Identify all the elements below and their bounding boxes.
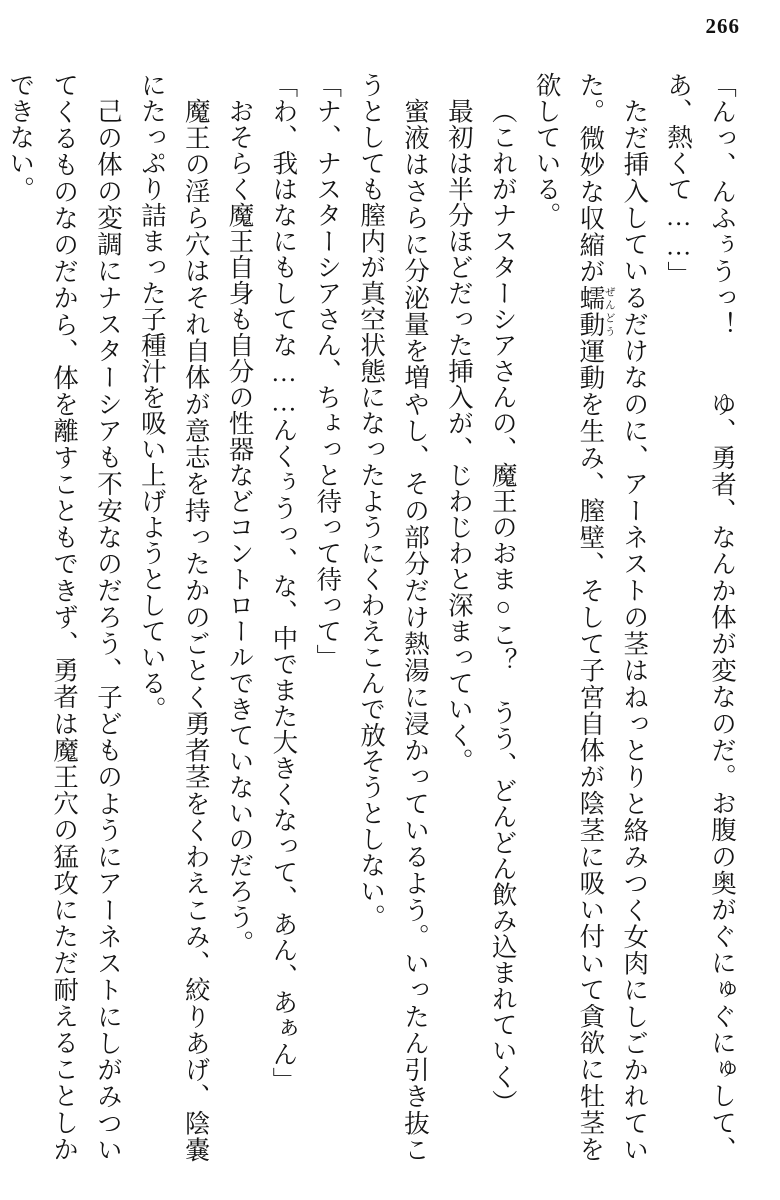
paragraph-9: 魔王の淫ら穴はそれ自体が意志を持ったかのごとく勇者茎をくわえこみ、絞りあげ、陰嚢にたっぷり詰まった子種汁を吸い上げようとしている。 xyxy=(137,72,211,1162)
ruby-zendou: 蠕動ぜんどう xyxy=(576,284,615,339)
paragraph-10: 己の体の変調にナスターシアも不安なのだろう、子どものようにアーネストにしがみついてくるものなのだから、体を離すこともできず、勇者は魔王穴の猛攻にただ耐えることしかできない。 xyxy=(6,72,123,1162)
paragraph-8: おそらく魔王自身も自分の性器などコントロールできていないのだろう。 xyxy=(225,97,255,956)
page-number: 266 xyxy=(705,14,740,38)
paragraph-4: 最初は半分ほどだった挿入が、じわじわと深まっていく。 xyxy=(444,97,474,774)
paragraph-7: 「わ、我はなにもしてな……んくぅうっ、な、中でまた大きくなって、あん、あぁん」 xyxy=(269,72,299,1093)
page-body-text xyxy=(6,72,744,1163)
paragraph-5: 蜜液はさらに分泌量を増やし、その部分だけ熱湯に浸かっているよう。いったん引き抜こうとしても膣内が真空状態になったようにくわえこんで放そうとしない。 xyxy=(357,72,430,1162)
paragraph-6: 「ナ、ナスターシアさん、ちょっと待って待って」 xyxy=(313,72,343,670)
paragraph-2: ただ挿入しているだけなのに、アーネストの茎はねっとりと絡みつく女肉にしごかれていた。微妙な収縮が蠕動ぜんどう運動を生み、膣壁、そして子宮自体が陰茎に吸い付いて貪欲に牡茎を欲している。 xyxy=(532,72,650,1163)
paragraph-1: 「んっ、んふぅうっ！ ゆ、勇者、なんか体が変なのだ。お腹の奥がぐにゅぐにゅして、あ、熱くて……」 xyxy=(664,72,737,1162)
paragraph-3: （これがナスターシアさんの、魔王のおま○こ？ うう、どんどん飲み込まれていく） xyxy=(488,97,518,1115)
ruby-reading: ぜんどう xyxy=(603,284,615,338)
